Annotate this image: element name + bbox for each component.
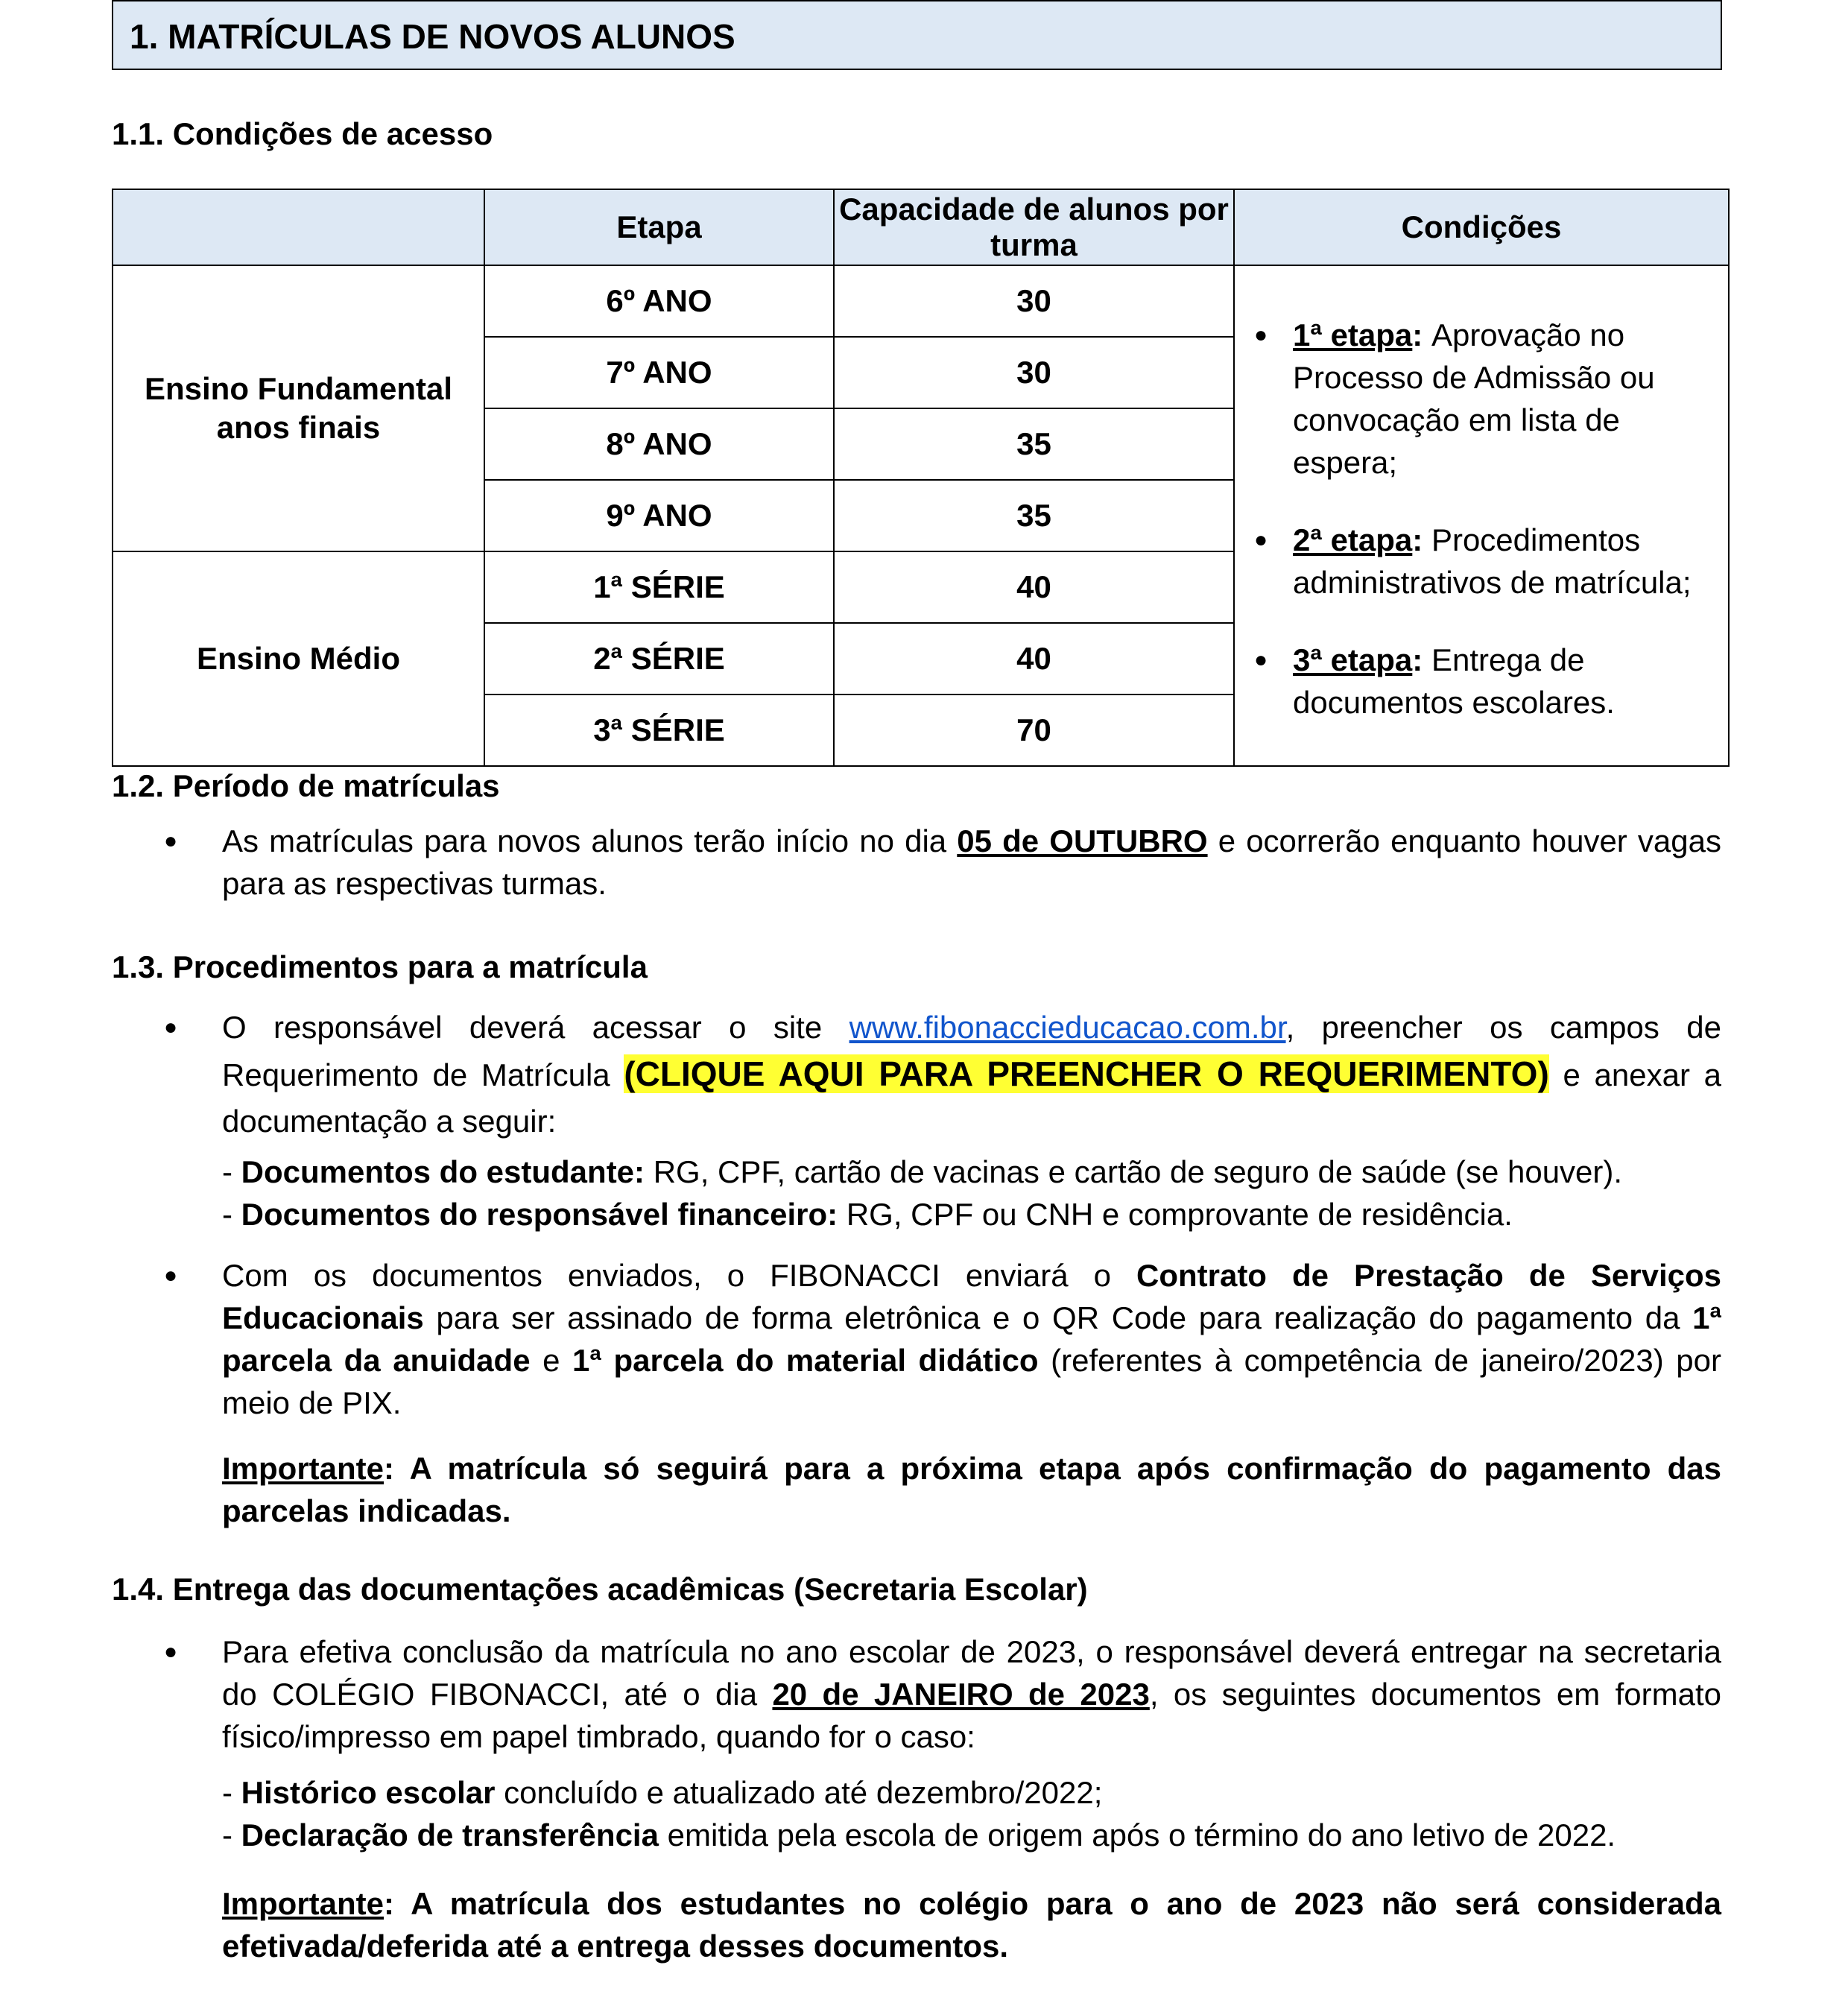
access-heading: 1.1. Condições de acesso [112,116,493,151]
capacidade-cell: 35 [834,480,1234,551]
capacidade-cell: 40 [834,623,1234,694]
condition-item: ● 3ª etapa: Entrega de documentos escolares. [1235,639,1728,724]
site-link[interactable]: www.fibonaccieducacao.com.br [849,1010,1286,1045]
period-paragraph: As matrículas para novos alunos terão início no dia 05 de OUTUBRO e ocorrerão enquanto houver vagas para as respectivas turmas. [222,823,1721,901]
header-empty [113,189,484,265]
request-form-link[interactable]: (CLIQUE AQUI PARA PREENCHER O REQUERIMENTO) [624,1054,1549,1093]
table-row [113,265,1729,337]
bullet-icon: ● [164,1639,178,1664]
procedures-important-note: Importante: A matrícula só seguirá para a próxima etapa após confirmação do pagamento das parcelas indicadas. [222,1451,1721,1528]
capacidade-cell: 30 [834,337,1234,408]
bullet-icon: ● [164,829,178,853]
delivery-heading: 1.4. Entrega das documentações acadêmicas (Secretaria Escolar) [112,1572,1088,1607]
capacidade-cell: 70 [834,694,1234,766]
etapa-cell: 8º ANO [484,408,834,480]
capacidade-cell: 30 [834,265,1234,337]
delivery-important-note: Importante: A matrícula dos estudantes no colégio para o ano de 2023 não será considerada efetivada/deferida até a entrega desses documentos. [222,1886,1721,1964]
contract-paragraph: Com os documentos enviados, o FIBONACCI enviará o Contrato de Prestação de Serviços Educacionais para ser assinado de forma eletrônica e o QR Code para realização do pagamento da 1ª parcela da anuidade e 1ª parcela do material didático (referentes à competência de janeiro/2023) por meio de PIX. [222,1258,1721,1420]
bullet-icon: ● [164,1263,178,1288]
etapa-cell: 2ª SÉRIE [484,623,834,694]
header-capacidade: Capacidade de alunos por turma [834,189,1234,265]
history-line: - Histórico escolar concluído e atualizado até dezembro/2022; [222,1775,1103,1810]
bullet-icon: ● [1254,323,1268,347]
etapa-cell: 6º ANO [484,265,834,337]
etapa-cell: 3ª SÉRIE [484,694,834,766]
bullet-icon: ● [1254,528,1268,552]
condition-item: ● 1ª etapa: Aprovação no Processo de Admissão ou convocação em lista de espera; [1235,314,1728,484]
capacidade-cell: 40 [834,551,1234,623]
doc-financial-line: - Documentos do responsável financeiro: RG, CPF ou CNH e comprovante de residência. [222,1197,1513,1232]
period-start-date: 05 de OUTUBRO [957,823,1208,858]
transfer-line: - Declaração de transferência emitida pela escola de origem após o término do ano letivo de 2022. [222,1817,1616,1852]
delivery-deadline: 20 de JANEIRO de 2023 [772,1677,1150,1712]
header-condicoes: Condições [1234,189,1729,265]
bullet-icon: ● [164,1015,178,1040]
doc-student-line: - Documentos do estudante: RG, CPF, cartão de vacinas e cartão de seguro de saúde (se houver). [222,1154,1623,1189]
etapa-cell: 1ª SÉRIE [484,551,834,623]
procedures-paragraph: O responsável deverá acessar o site www.fibonaccieducacao.com.br, preencher os campos de Requerimento de Matrícula (CLIQUE AQUI PARA PREENCHER O REQUERIMENTO) e anexar a documentação a seguir: [222,1010,1721,1139]
header-etapa: Etapa [484,189,834,265]
etapa-cell: 7º ANO [484,337,834,408]
etapa-cell: 9º ANO [484,480,834,551]
condition-item: ● 2ª etapa: Procedimentos administrativos de matrícula; [1235,519,1728,604]
group-fundamental: Ensino Fundamental anos finais [113,265,484,551]
procedures-heading: 1.3. Procedimentos para a matrícula [112,949,648,984]
conditions-cell [1234,265,1729,766]
delivery-paragraph: Para efetiva conclusão da matrícula no ano escolar de 2023, o responsável deverá entregar na secretaria do COLÉGIO FIBONACCI, até o dia 20 de JANEIRO de 2023, os seguintes documentos em formato físico/impresso em papel timbrado, quando for o caso: [222,1634,1722,1754]
period-heading: 1.2. Período de matrículas [112,768,500,803]
section-title: 1. MATRÍCULAS DE NOVOS ALUNOS [112,0,1722,70]
required-documents [222,1151,1721,1235]
capacidade-cell: 35 [834,408,1234,480]
table-header-row [113,189,1729,265]
bullet-icon: ● [1254,648,1268,672]
academic-documents [222,1771,1721,1856]
group-medio: Ensino Médio [113,551,484,766]
access-table [112,189,1730,767]
